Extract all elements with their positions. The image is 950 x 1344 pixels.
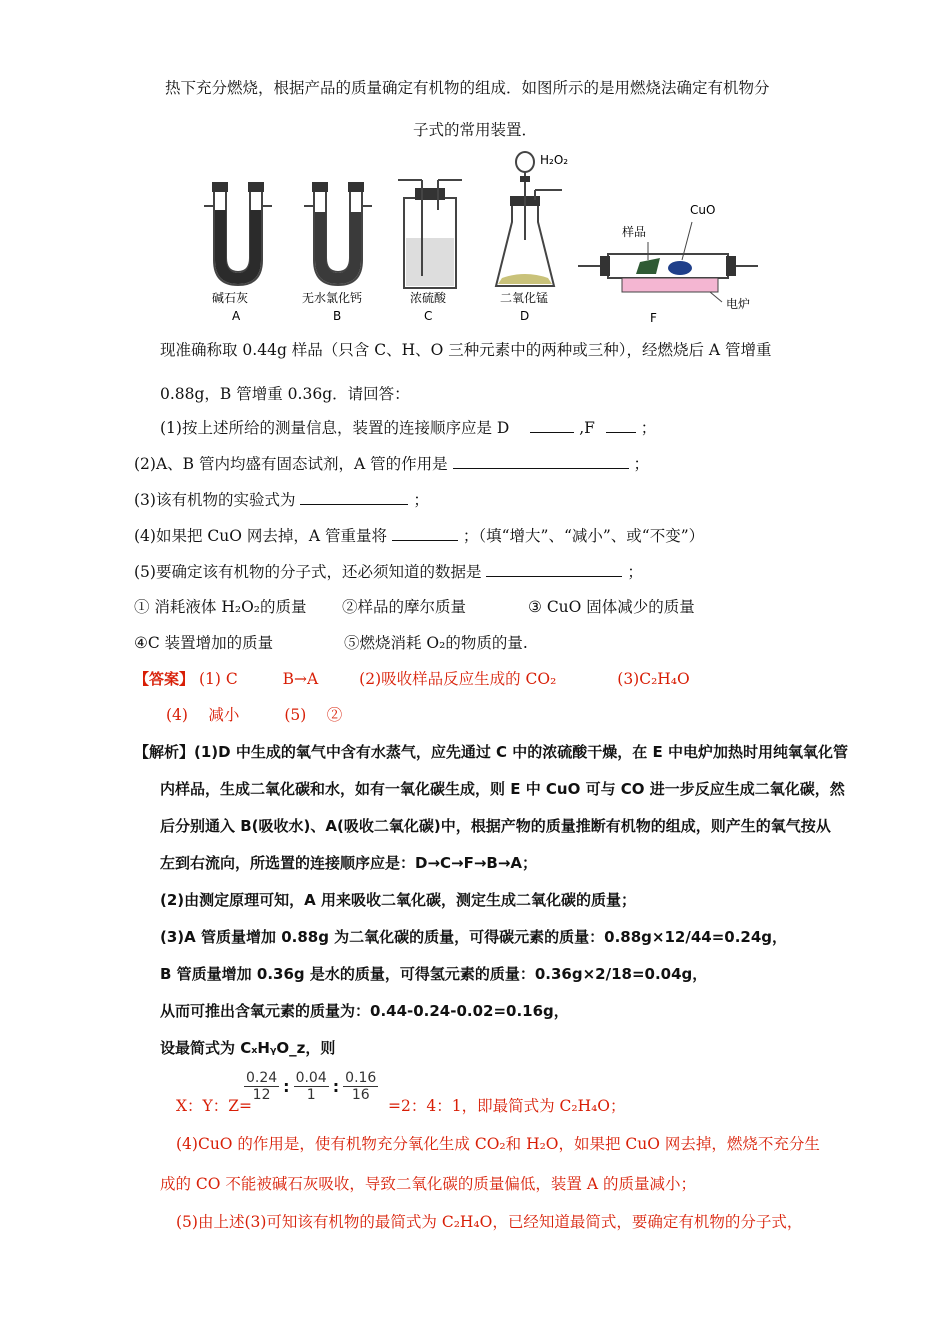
fraction-oxygen: $\frac{0.16}{16}$ bbox=[345, 1070, 377, 1103]
q2-text-a: (2)A、B 管内均盛有固态试剂，A 管的作用是 bbox=[134, 455, 448, 473]
label-d-h2o2: H₂O₂ bbox=[540, 153, 569, 167]
label-c-reagent: 浓硫酸 bbox=[410, 291, 447, 305]
fraction-hydrogen: $\frac{0.04}{1}$ bbox=[295, 1070, 327, 1103]
fraction-carbon: $\frac{0.24}{12}$ bbox=[246, 1070, 278, 1103]
q5-text-a: (5)要确定该有机物的分子式，还必须知道的数据是 bbox=[134, 563, 482, 581]
conical-flask-d bbox=[496, 152, 562, 286]
q1-text-a: (1)按上述所给的测量信息，装置的连接顺序应是 D bbox=[160, 419, 510, 437]
q1-blank-1[interactable] bbox=[530, 418, 574, 433]
analysis-tag: 【解析】 bbox=[134, 743, 195, 761]
label-d-reagent: 二氧化锰 bbox=[500, 291, 549, 305]
label-f-letter: F bbox=[650, 311, 657, 325]
label-f-heater: 电炉 bbox=[726, 297, 751, 311]
combustion-tube-f bbox=[578, 222, 758, 302]
answer-tag: 【答案】 bbox=[134, 670, 195, 688]
option-1: ① 消耗液体 H₂O₂的质量 bbox=[134, 598, 307, 616]
analysis-line-12: 成的 CO 不能被碱石灰吸收，导致二氧化碳的质量偏低，装置 A 的质量减小； bbox=[160, 1175, 696, 1193]
label-b-letter: B bbox=[333, 309, 342, 323]
question-stem-1: 现准确称取 0.44g 样品（只含 C、H、O 三种元素中的两种或三种），经燃烧后 A 管增重 bbox=[160, 341, 772, 359]
analysis-line-7: B 管质量增加 0.36g 是水的质量，可得氢元素的质量：0.36g×2/18=0.04g， bbox=[160, 965, 708, 983]
label-a-reagent: 碱石灰 bbox=[212, 291, 249, 305]
q1-text-b: ,F bbox=[579, 419, 595, 437]
ratio-suffix: =2：4：1，即最简式为 C₂H₄O； bbox=[388, 1097, 626, 1115]
answer-line-1 bbox=[134, 669, 690, 689]
question-1 bbox=[160, 418, 656, 438]
u-tube-a bbox=[204, 182, 272, 285]
answer-4: (4) 减小 bbox=[166, 706, 240, 724]
analysis-line-3: 后分别通入 B(吸收水)、A(吸收二氧化碳)中，根据产物的质量推断有机物的组成，则产生的氧气按从 bbox=[160, 817, 831, 835]
q2-text-b: ； bbox=[633, 455, 649, 473]
analysis-line-9: 设最简式为 CₓHᵧO_z，则 bbox=[160, 1039, 336, 1057]
apparatus-figure bbox=[190, 150, 770, 330]
option-2: ②样品的摩尔质量 bbox=[342, 598, 467, 616]
u-tube-b bbox=[304, 182, 372, 285]
question-2 bbox=[134, 454, 649, 474]
q4-blank[interactable] bbox=[392, 526, 458, 541]
q3-text-a: (3)该有机物的实验式为 bbox=[134, 491, 296, 509]
intro-line-1: 热下充分燃烧，根据产品的质量确定有机物的组成．如图所示的是用燃烧法确定有机物分 bbox=[165, 79, 770, 97]
intro-line-2: 子式的常用装置． bbox=[413, 121, 538, 139]
analysis-line-13: (5)由上述(3)可知该有机物的最简式为 C₂H₄O，已经知道最简式，要确定有机物的分子式， bbox=[176, 1213, 803, 1231]
option-5: ⑤燃烧消耗 O₂的物质的量. bbox=[344, 634, 528, 652]
q5-blank[interactable] bbox=[486, 562, 622, 577]
analysis-line-1 bbox=[134, 742, 848, 762]
analysis-line-4: 左到右流向，所选置的连接顺序应是：D→C→F→B→A； bbox=[160, 854, 538, 872]
answer-1: (1) C bbox=[198, 670, 238, 688]
label-c-letter: C bbox=[424, 309, 433, 323]
analysis-line-11: (4)CuO 的作用是，使有机物充分氧化生成 CO₂和 H₂O，如果把 CuO 网去掉，燃烧不充分生 bbox=[176, 1135, 820, 1153]
analysis-text-1: (1)D 中生成的氧气中含有水蒸气，应先通过 C 中的浓硫酸干燥，在 E 中电炉加热时用纯氧氧化管 bbox=[194, 743, 848, 761]
q5-text-b: ； bbox=[627, 563, 643, 581]
ratio-prefix: X：Y：Z= bbox=[176, 1097, 253, 1115]
answer-2: (2)吸收样品反应生成的 CO₂ bbox=[359, 670, 557, 688]
wash-bottle-c bbox=[398, 180, 462, 288]
q4-text-b: ；（填“增大”、“减小”、或“不变”） bbox=[462, 527, 705, 545]
label-f-cuo: CuO bbox=[690, 203, 716, 217]
fraction-row: $\frac{0.24}{12}$ : $\frac{0.04}{1}$ : $\frac{0.16}{16}$ bbox=[246, 1070, 377, 1103]
label-d-letter: D bbox=[520, 309, 530, 323]
q1-text-c: ； bbox=[640, 419, 657, 437]
answer-line-2 bbox=[166, 705, 342, 725]
analysis-line-2: 内样品，生成二氧化碳和水，如有一氧化碳生成，则 E 中 CuO 可与 CO 进一步反应生成二氧化碳，然 bbox=[160, 780, 845, 798]
q2-blank[interactable] bbox=[453, 454, 629, 469]
label-a-letter: A bbox=[232, 309, 241, 323]
question-stem-2: 0.88g，B 管增重 0.36g．请回答： bbox=[160, 385, 410, 403]
q4-text-a: (4)如果把 CuO 网去掉，A 管重量将 bbox=[134, 527, 387, 545]
question-4 bbox=[134, 526, 704, 546]
answer-1b: B→A bbox=[282, 670, 319, 688]
analysis-line-8: 从而可推出含氧元素的质量为：0.44-0.24-0.02=0.16g， bbox=[160, 1002, 569, 1020]
label-b-reagent: 无水氯化钙 bbox=[302, 291, 363, 305]
analysis-line-6: (3)A 管质量增加 0.88g 为二氧化碳的质量，可得碳元素的质量：0.88g×12/44=0.24g， bbox=[160, 928, 788, 946]
q3-blank[interactable] bbox=[300, 490, 408, 505]
q1-blank-2[interactable] bbox=[606, 418, 636, 433]
question-3 bbox=[134, 490, 429, 510]
answer-3: (3)C₂H₄O bbox=[617, 670, 690, 688]
option-3: ③ CuO 固体减少的质量 bbox=[528, 598, 695, 616]
answer-5: (5) ② bbox=[284, 706, 343, 724]
option-4: ④C 装置增加的质量 bbox=[134, 634, 274, 652]
analysis-line-5: (2)由测定原理可知，A 用来吸收二氧化碳，测定生成二氧化碳的质量； bbox=[160, 891, 636, 909]
q3-text-b: ； bbox=[413, 491, 429, 509]
question-5 bbox=[134, 562, 643, 582]
label-f-sample: 样品 bbox=[622, 225, 647, 239]
